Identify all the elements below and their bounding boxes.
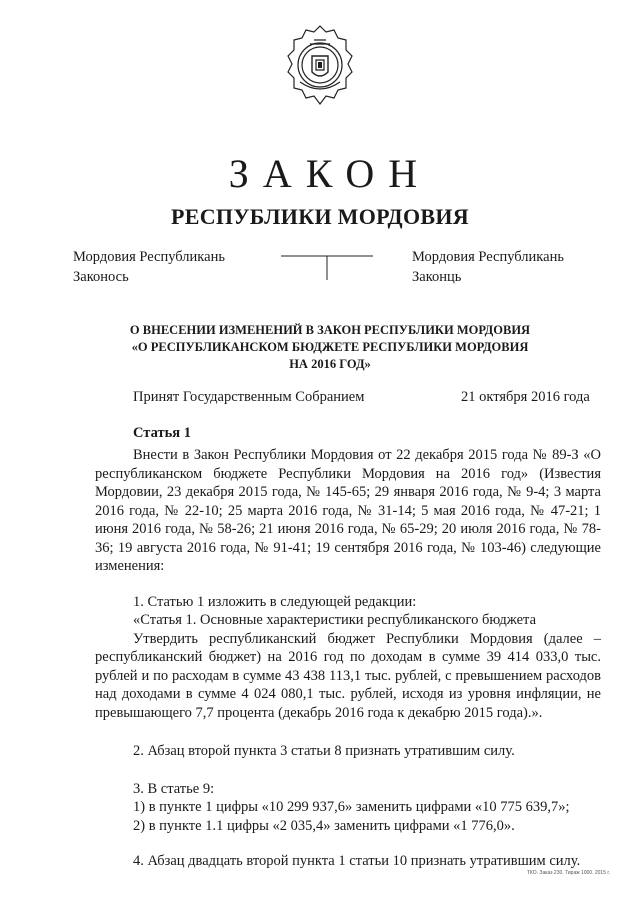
coat-of-arms-emblem [282,22,358,108]
law-heading [60,322,600,373]
print-footer: ТКО. Заказ 230. Тираж 1000. 2015 г. [526,870,610,876]
heading-line-2: «О РЕСПУБЛИКАНСКОМ БЮДЖЕТЕ РЕСПУБЛИКИ МОРДОВИЯ [131,340,529,354]
paragraph-item-1: 1. Статью 1 изложить в следующей редакции: [133,593,417,610]
paragraph-item-3: 3. В статье 9: [133,780,215,797]
adopted-date: 21 октября 2016 года [461,389,590,405]
paragraph-item-3-1: 1) в пункте 1 цифры «10 299 937,6» заменить цифрами «10 775 639,7»; [133,799,570,815]
adopted-by: Принят Государственным Собранием [133,389,365,405]
moksha-title-right [412,247,564,287]
paragraph-item-2: 2. Абзац второй пункта 3 статьи 8 признать утратившим силу. [133,743,515,759]
moksha-right-line-1: Мордовия Республикань [412,249,564,265]
moksha-title-left [73,247,225,287]
paragraph-intro: Внести в Закон Республики Мордовия от 22 декабря 2015 года № 89-З «О республиканском бюджете Республики Мордовия на 2016 год» (Известия Мордовии, 23 декабря 2015 года, № 145-65; 29 января 2016 года, № 9-4; 3 марта 2016 года, № 22-10; 25 марта 2016 года, № 31-14; 5 мая 2016 года, № 47-21; 1 июня 2016 года, № 58-26; 21 июня 2016 года, № 65-29; 20 июля 2016 года, № 78-36; 19 августа 2016 года, № 91-41; 19 сентября 2016 года, № 103-46) следующие изменения: [95,447,601,574]
paragraph-item-4: 4. Абзац двадцать второй пункта 1 статьи 10 признать утратившим силу. [133,853,581,869]
moksha-right-line-2: Законць [412,269,462,285]
document-title: ЗАКОН [228,151,432,196]
moksha-left-line-1: Мордовия Республикань [73,249,225,265]
article-title: Статья 1 [133,425,191,441]
paragraph-item-3-2: 2) в пункте 1.1 цифры «2 035,4» заменить цифрами «1 776,0». [133,817,515,834]
moksha-left-line-2: Законось [73,269,129,285]
heading-line-1: О ВНЕСЕНИИ ИЗМЕНЕНИЙ В ЗАКОН РЕСПУБЛИКИ МОРДОВИЯ [129,323,531,337]
header-divider [281,252,373,280]
document-subtitle: РЕСПУБЛИКИ МОРДОВИЯ [171,204,469,229]
paragraph-article-quote: «Статья 1. Основные характеристики республиканского бюджета [133,612,537,628]
heading-line-3: НА 2016 ГОД» [289,357,371,371]
paragraph-budget: Утвердить республиканский бюджет Республики Мордовия (далее – республиканский бюджет) на 2016 год по доходам в сумме 39 414 033,0 тыс. рублей и по расходам в сумме 43 438 113,1 тыс. рублей, с превышением расходов над доходами в сумме 4 024 080,1 тыс. рублей, исходя из уровня инфляции, не превышающего 7,7 процента (декабрь 2016 года к декабрю 2015 года).». [95,630,601,721]
article-body [95,446,601,871]
